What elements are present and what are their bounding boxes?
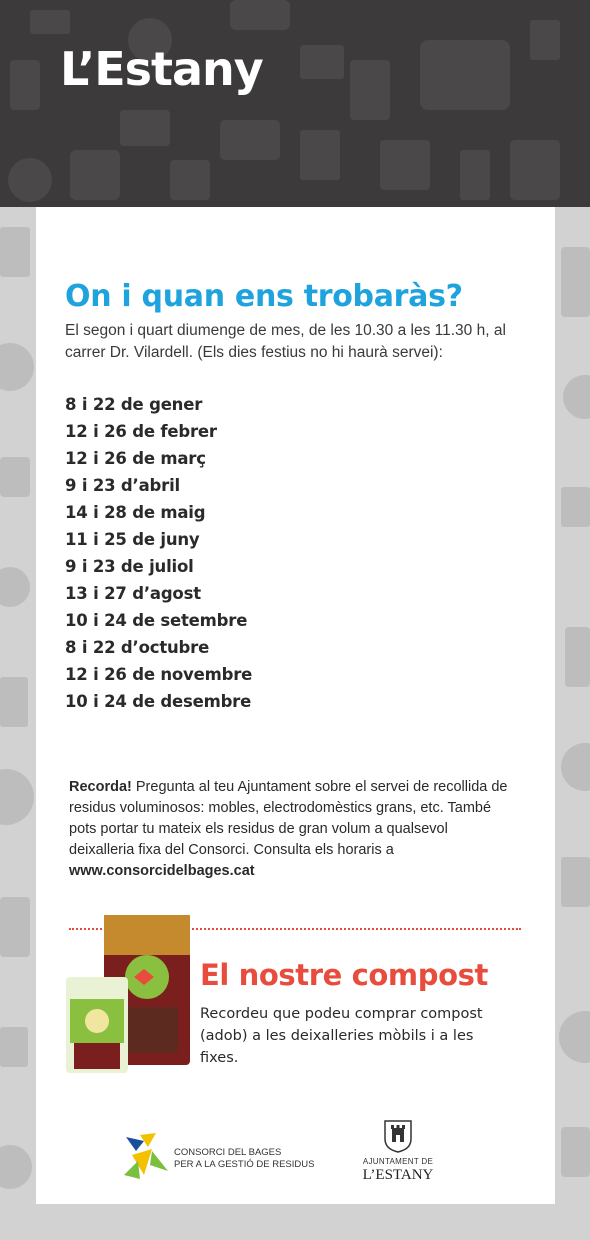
schedule-heading: On i quan ens trobaràs? — [65, 279, 463, 314]
header-banner — [0, 0, 590, 207]
side-pattern-left — [0, 207, 36, 1240]
date-item: 10 i 24 de desembre — [65, 692, 252, 711]
ajuntament-name: L’ESTANY — [362, 1167, 434, 1183]
info-card — [36, 207, 555, 1204]
consorci-subtitle: PER A LA GESTIÓ DE RESIDUS — [174, 1159, 315, 1170]
date-item: 12 i 26 de febrer — [65, 422, 217, 441]
date-item: 10 i 24 de setembre — [65, 611, 248, 630]
ajuntament-logo — [348, 1117, 448, 1189]
schedule-intro: El segon i quart diumenge de mes, de les 10.30 a les 11.30 h, al carrer Dr. Vilardell. (Els dies festius no hi haurà servei): — [65, 322, 506, 361]
consorci-mark-icon — [122, 1131, 170, 1181]
reminder-text: Pregunta al teu Ajuntament sobre el servei de recollida de residus voluminosos: mobles, electrodomèstics grans, etc. També pots portar tu mateix els residus de gran volum a qualsevol deixalleria fixa del Consorci. Consulta els horaris a — [69, 779, 508, 858]
date-item: 14 i 28 de maig — [65, 503, 206, 522]
date-item: 12 i 26 de març — [65, 449, 206, 468]
date-item: 13 i 27 d’agost — [65, 584, 201, 603]
date-item: 8 i 22 d’octubre — [65, 638, 210, 657]
ajuntament-label: AJUNTAMENT DE — [362, 1157, 434, 1166]
compost-bags-image — [64, 915, 196, 1073]
reminder-lead: Recorda! — [69, 779, 132, 795]
page-title: L’Estany — [60, 42, 263, 96]
town-shield-icon — [384, 1119, 412, 1153]
date-item: 12 i 26 de novembre — [65, 665, 253, 684]
date-item: 8 i 22 de gener — [65, 395, 203, 414]
date-item: 9 i 23 de juliol — [65, 557, 194, 576]
consorci-name: CONSORCI DEL BAGES — [174, 1147, 282, 1158]
date-item: 11 i 25 de juny — [65, 530, 200, 549]
website-link[interactable]: www.consorcidelbages.cat — [69, 863, 255, 879]
consorci-logo — [122, 1127, 315, 1183]
reminder-paragraph — [69, 777, 509, 882]
dates-list — [65, 391, 252, 715]
compost-heading: El nostre compost — [200, 958, 488, 992]
household-objects-pattern — [0, 0, 590, 207]
side-pattern-right — [555, 207, 590, 1240]
date-item: 9 i 23 d’abril — [65, 476, 181, 495]
compost-text: Recordeu que podeu comprar compost (adob) a les deixalleries mòbils i a les fixes. — [200, 1006, 483, 1066]
